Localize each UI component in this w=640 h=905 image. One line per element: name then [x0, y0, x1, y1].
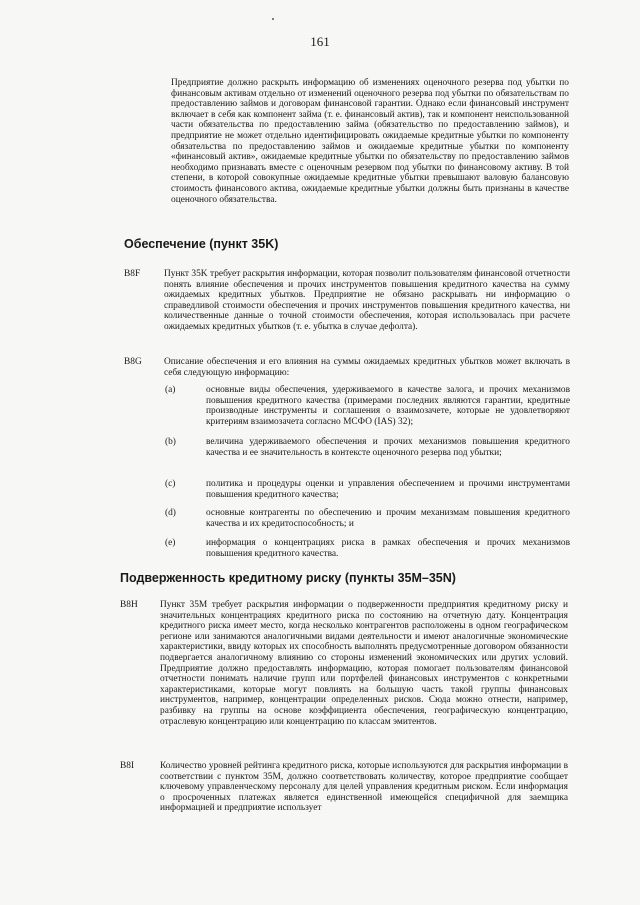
paragraph-label-b8f: B8F	[124, 269, 141, 279]
scan-speck	[272, 18, 274, 20]
section-heading-exposure: Подверженность кредитному риску (пункты 35M–35N)	[120, 571, 456, 585]
intro-paragraph: Предприятие должно раскрыть информацию об изменениях оценочного резерва под убытки по финансовым активам отдельно от изменений оценочного резерва под убытки по обязательствам по предоставлению займов и договорам финансовой гарантии. Однако если финансовый инструмент включает в себя как компонент займа (т. е. финансовый актив), так и компонент неиспользованной части обязательства по предоставлению займа (обязательство по предоставлению займов), и предприятие не может отдельно идентифицировать ожидаемые кредитные убытки по компоненту обязательства по предоставлению займов и ожидаемые кредитные убытки по компоненту «финансовый актив», ожидаемые кредитные убытки по обязательству по предоставлению займов необходимо признавать вместе с оценочным резервом под убытки по финансовому активу. В той степени, в которой совокупные ожидаемые кредитные убытки превышают валовую балансовую стоимость финансового актива, ожидаемые кредитные убытки должны быть признаны в качестве оценочного обязательства.	[171, 78, 569, 205]
paragraph-b8f: Пункт 35K требует раскрытия информации, которая позволит пользователям финансовой отчетности понять влияние обеспечения и прочих инструментов повышения кредитного качества на сумму ожидаемых кредитных убытков. Предприятие не обязано раскрывать ни информацию о справедливой стоимости обеспечения и прочих инструментов повышения кредитного качества, ни количественные данные о точной стоимости обеспечения, которая использовалась при расчете ожидаемых кредитных убытков (т. е. убытка в случае дефолта).	[164, 269, 570, 332]
list-item-e: информация о концентрациях риска в рамках обеспечения и прочих механизмов повышения кредитного качества.	[206, 538, 570, 559]
paragraph-b8h: Пункт 35M требует раскрытия информации о подверженности предприятия кредитному риску и значительных концентрациях кредитного риска по состоянию на отчетную дату. Концентрация кредитного риска имеет место, когда несколько контрагентов расположены в одном географическом регионе или занимаются аналогичными видами деятельности и имеют аналогичные экономические характеристики, ввиду которых их способность выполнять предусмотренные договором обязанности подвергается аналогичному влиянию со стороны изменений экономических или других условий. Предприятие должно предоставлять информацию, которая помогает пользователям финансовой отчетности понимать наличие групп или портфелей финансовых инструментов с конкретными характеристиками, которые могут повлиять на большую часть такой группы финансовых инструментов, например, концентрации определенных рисков. Сюда можно отнести, например, разбивку на группы на основе коэффициента обеспечения, географическую концентрацию, отраслевую концентрацию или концентрацию по классам эмитентов.	[160, 600, 568, 727]
paragraph-b8i: Количество уровней рейтинга кредитного риска, которые используются для раскрытия информации в соответствии с пунктом 35M, должно соответствовать количеству, которое предприятие сообщает ключевому управленческому персоналу для целей управления кредитным риском. Если информация о просроченных платежах является единственной имеющейся специфичной для заемщика информацией и предприятие использует	[160, 761, 568, 814]
list-item-d: основные контрагенты по обеспечению и прочим механизмам повышения кредитного качества и их кредитоспособность; и	[206, 508, 570, 529]
list-item-marker-c: (c)	[165, 479, 176, 489]
list-item-b: величина удерживаемого обеспечения и прочих механизмов повышения кредитного качества и ее значительность в контексте оценочного резерва под убытки;	[206, 437, 570, 458]
list-item-marker-b: (b)	[165, 437, 176, 447]
list-item-a: основные виды обеспечения, удерживаемого в качестве залога, и прочих механизмов повышения кредитного качества (примерами последних являются гарантии, кредитные производные инструменты и соглашения о взаимозачете, которые не удовлетворяют критериям взаимозачета согласно МСФО (IAS) 32);	[206, 385, 570, 427]
list-item-marker-d: (d)	[165, 508, 176, 518]
paragraph-label-b8h: B8H	[120, 600, 138, 610]
list-item-c: политика и процедуры оценки и управления обеспечением и прочими инструментами повышения кредитного качества;	[206, 479, 570, 500]
list-item-marker-e: (e)	[165, 538, 176, 548]
paragraph-label-b8g: B8G	[124, 357, 142, 367]
list-item-marker-a: (a)	[165, 385, 176, 395]
section-heading-collateral: Обеспечение (пункт 35K)	[124, 237, 279, 251]
page-number: 161	[310, 34, 330, 49]
paragraph-b8g: Описание обеспечения и его влияния на суммы ожидаемых кредитных убытков может включать в себя следующую информацию:	[164, 357, 570, 378]
paragraph-label-b8i: B8I	[120, 761, 135, 771]
